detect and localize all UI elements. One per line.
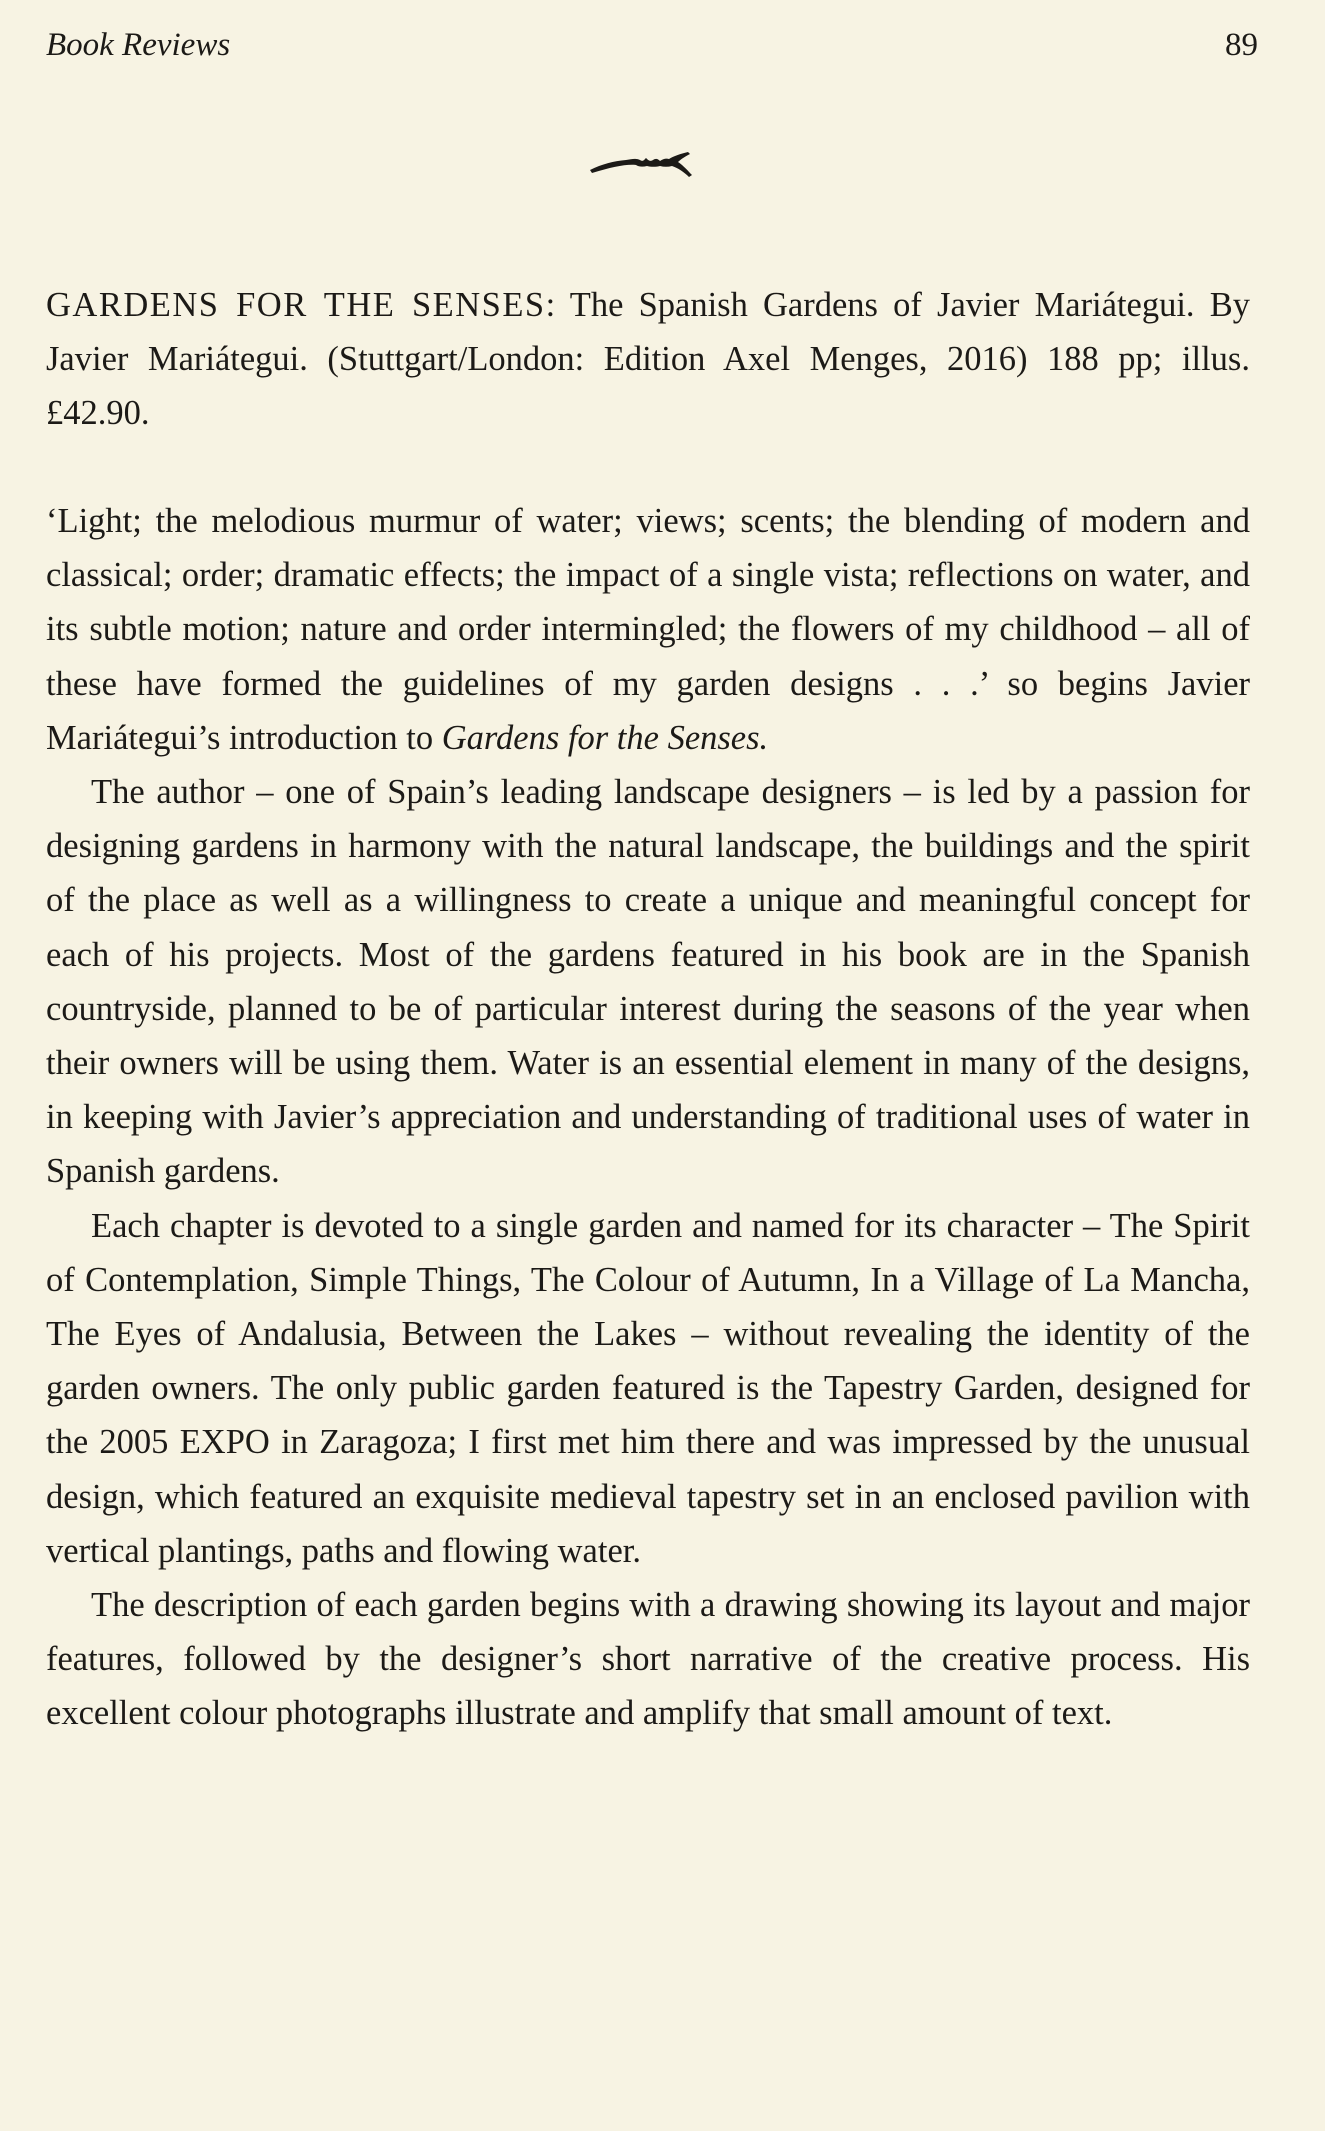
book-title-caps: GARDENS FOR THE SENSES [46, 286, 546, 324]
review-paragraph-1-text: ‘Light; the melodious murmur of water; views; scents; the blending of modern and classical; order; dramatic effects; the impact of a single vista; reflections on water, and its subtle motion; nature and order intermingled; the flowers of my childhood – all of these have formed the guidelines of my garden designs . . .’ so begins Javier Mariátegui’s introduction to [46, 502, 1250, 757]
review-citation [46, 278, 1250, 440]
review-paragraph-1 [46, 494, 1250, 765]
citation-details: : The Spanish Gardens of Javier Mariátegui. By Javier Mariátegui. (Stuttgart/London: Edition Axel Menges, 2016) 188 pp; illus. £42.90. [46, 286, 1250, 432]
review-body [46, 494, 1250, 1741]
book-page [46, 0, 1258, 2131]
book-title-italic: Gardens for the Senses. [441, 718, 769, 757]
review-paragraph-4: The description of each garden begins with a drawing showing its layout and major features, followed by the designer’s short narrative of the creative process. His excellent colour photographs illustrate and amplify that small amount of text. [46, 1586, 1250, 1733]
running-head-title: Book Reviews [46, 27, 231, 63]
page-number: 89 [1225, 27, 1258, 63]
review-paragraph-2: The author – one of Spain’s leading landscape designers – is led by a passion for designing gardens in harmony with the natural landscape, the buildings and the spirit of the place as well as a willingness to create a unique and meaningful concept for each of his projects. Most of the gardens featured in his book are in the Spanish countryside, planned to be of particular interest during the seasons of the year when their owners will be using them. Water is an essential element in many of the designs, in keeping with Javier’s appreciation and understanding of traditional uses of water in Spanish gardens. [46, 773, 1250, 1191]
review-paragraph-3: Each chapter is devoted to a single garden and named for its character – The Spirit of Contemplation, Simple Things, The Colour of Autumn, In a Village of La Mancha, The Eyes of Andalusia, Between the Lakes – without revealing the identity of the garden owners. The only public garden featured is the Tapestry Garden, designed for the 2005 EXPO in Zaragoza; I first met him there and was impressed by the unusual design, which featured an exquisite medieval tapestry set in an enclosed pavilion with vertical plantings, paths and flowing water. [46, 1206, 1250, 1570]
running-head [46, 20, 1258, 70]
fleuron-ornament-icon [588, 146, 698, 186]
